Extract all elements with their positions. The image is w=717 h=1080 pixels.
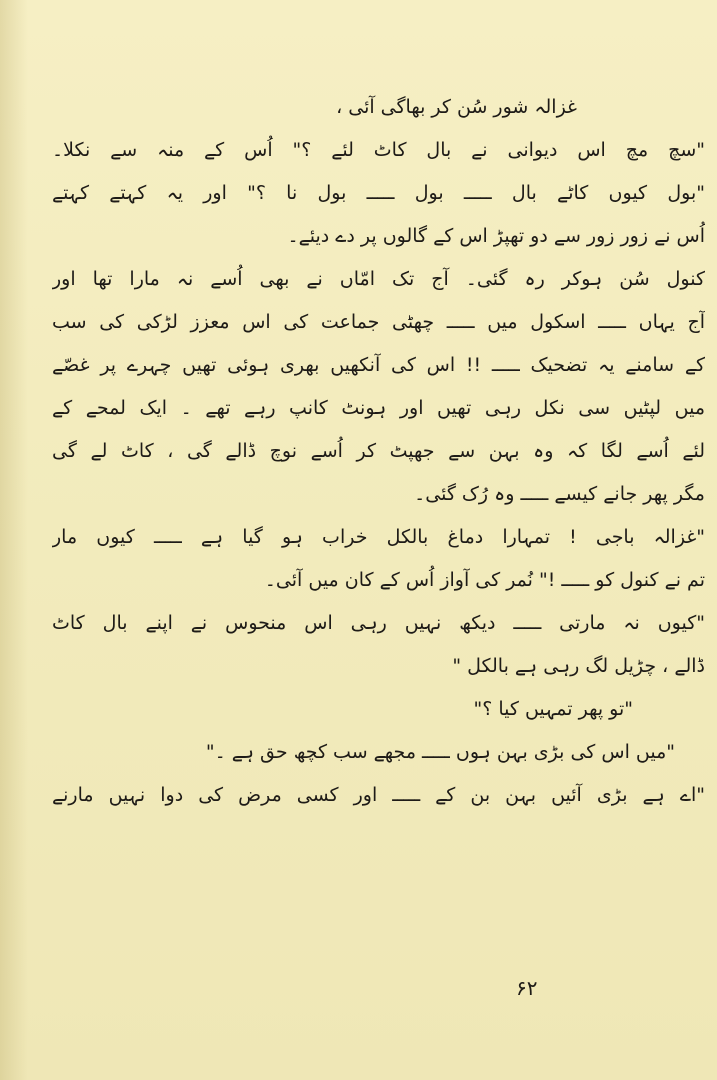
text-line-2: "سچ مچ اس دیوانی نے بال کاٹ لئے ؟" اُس کے منہ سے نکلا۔ (52, 139, 705, 161)
page-number: ۶۲ (516, 976, 538, 1000)
text-line-3: "بول کیوں کاٹے بال ـــــ بول ـــــ بول نا ؟" اور یہ کہتے کہتے (52, 182, 705, 204)
text-line-9: لئے اُسے لگا کہ وہ بہن سے جھپٹ کر اُسے نوچ ڈالے گی ، کاٹ لے گی (52, 440, 705, 462)
text-line-15: "تو پھر تمہیں کیا ؟" (473, 698, 633, 720)
text-line-13: "کیوں نہ مارتی ـــــ دیکھ نہیں رہی اس منحوس نے اپنے بال کاٹ (52, 612, 705, 634)
text-line-6: آج یہاں ـــــ اسکول میں ـــــ چھٹی جماعت کی اس معزز لڑکی کی سب (52, 311, 705, 333)
text-line-4: اُس نے زور زور سے دو تھپڑ اس کے گالوں پر دے دیئے۔ (287, 225, 705, 247)
urdu-text-body (52, 86, 705, 817)
text-line-10: مگر پھر جانے کیسے ـــــ وہ رُک گئی۔ (414, 483, 705, 505)
text-line-16: "میں اس کی بڑی بہن ہوں ـــــ مجھے سب کچھ حق ہے ۔" (205, 741, 675, 763)
text-line-8: میں لپٹیں سی نکل رہی تھیں اور ہونٹ کانپ رہے تھے ۔ ایک لمحے کے (52, 397, 705, 419)
text-line-12: تم نے کنول کو ـــــ !" نُمر کی آواز اُس کے کان میں آئی۔ (264, 569, 705, 591)
text-line-17: "اے ہے بڑی آئیں بہن بن کے ـــــ اور کسی مرض کی دوا نہیں مارنے (52, 784, 705, 806)
page-gutter-shadow (0, 0, 28, 1080)
text-line-1: غزالہ شور سُن کر بھاگی آئی ، (336, 96, 577, 118)
text-line-14: ڈالے ، چڑیل لگ رہی ہے بالکل " (452, 655, 705, 677)
text-line-7: کے سامنے یہ تضحیک ـــــ !! اس کی آنکھیں بھری ہوئی تھیں چہرے پر غصّے (52, 354, 705, 376)
text-line-5: کنول سُن ہوکر رہ گئی۔ آج تک امّاں نے بھی اُسے نہ مارا تھا اور (52, 268, 705, 290)
text-line-11: "غزالہ باجی ! تمہارا دماغ بالکل خراب ہو گیا ہے ـــــ کیوں مار (52, 526, 705, 548)
